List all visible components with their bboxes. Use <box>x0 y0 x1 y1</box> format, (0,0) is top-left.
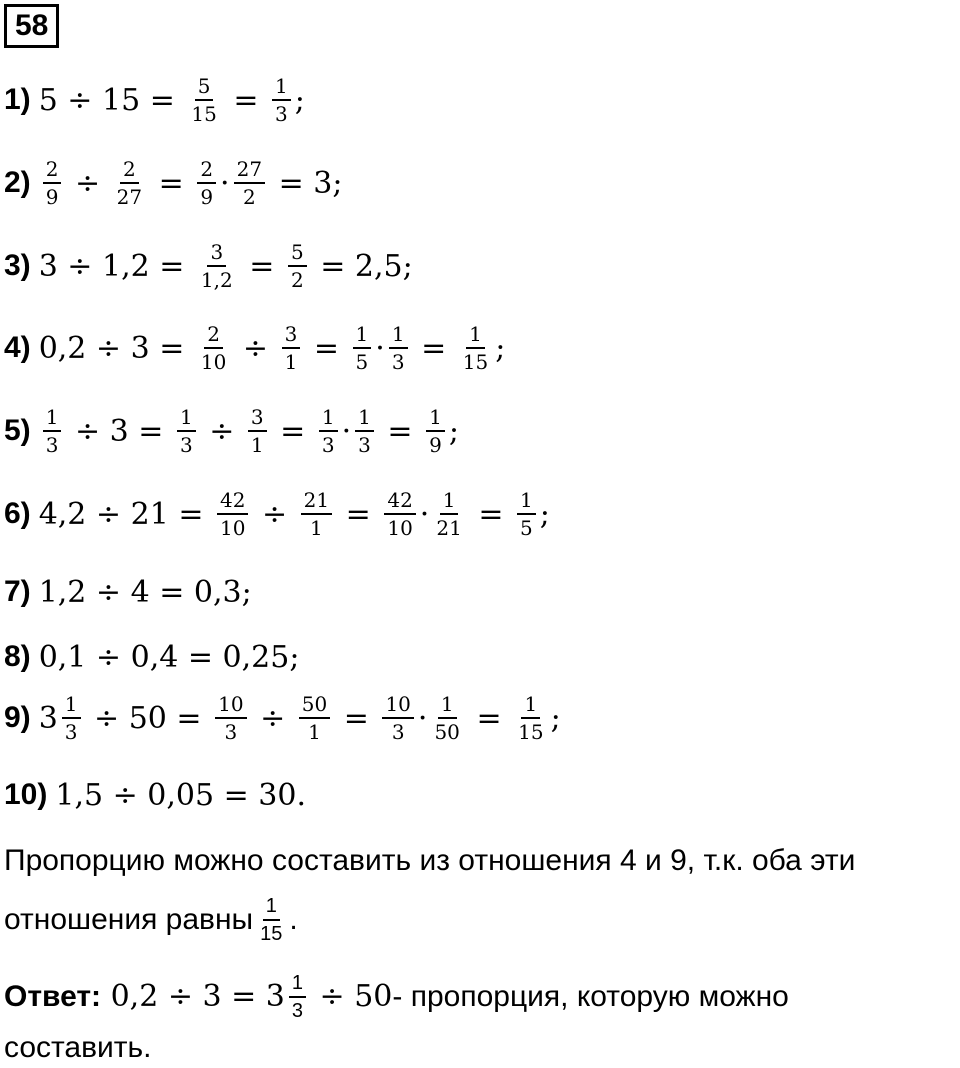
numerator: 1 <box>466 323 485 349</box>
denominator: 15 <box>191 102 217 126</box>
answer-math-end: ÷ 50 <box>310 979 393 1014</box>
math-text: = 2,5; <box>310 248 413 284</box>
numerator: 27 <box>234 158 265 184</box>
answer-fraction <box>289 972 306 1022</box>
math-text: 0,2 ÷ 3 = <box>38 330 194 366</box>
item-expression <box>39 575 252 610</box>
math-text: ÷ <box>233 330 278 366</box>
denominator: 3 <box>64 720 78 744</box>
numerator: 5 <box>288 241 307 267</box>
fraction <box>234 158 265 208</box>
denominator: 21 <box>436 516 462 540</box>
item-expression <box>39 241 413 291</box>
fraction <box>389 323 408 373</box>
math-text: 1,5 ÷ 0,05 = 30. <box>55 777 306 813</box>
fraction <box>215 693 246 743</box>
denominator: 3 <box>45 433 59 457</box>
solution-item <box>4 557 252 627</box>
denominator: 3 <box>179 433 193 457</box>
problem-number: 58 <box>4 4 59 48</box>
fraction <box>319 406 338 456</box>
fraction <box>382 693 413 743</box>
math-text: ÷ <box>199 413 244 449</box>
solution-item <box>4 231 413 301</box>
fraction <box>431 693 462 743</box>
denominator: 10 <box>387 516 413 540</box>
fraction <box>198 323 229 373</box>
denominator: 3 <box>358 433 371 457</box>
fraction <box>114 158 145 208</box>
denominator: 15 <box>518 720 544 744</box>
math-text: · <box>220 165 230 201</box>
math-text: ; <box>448 413 459 449</box>
numerator: 1 <box>521 693 540 719</box>
fraction <box>217 489 248 539</box>
denominator: 27 <box>116 185 143 209</box>
fraction <box>248 406 267 456</box>
item-label: 6) <box>4 497 31 530</box>
item-label: 3) <box>4 249 31 282</box>
numerator: 21 <box>301 489 332 515</box>
math-text: ÷ <box>252 496 297 532</box>
denominator: 1 <box>308 720 321 744</box>
fraction <box>299 693 330 743</box>
numerator: 42 <box>384 489 415 515</box>
denominator: 1,2 <box>200 268 233 292</box>
solution-item <box>4 313 505 383</box>
numerator: 2 <box>204 323 223 349</box>
denominator: 3 <box>291 1000 304 1022</box>
math-text: ÷ <box>250 700 295 736</box>
math-text: = <box>239 248 284 284</box>
item-label: 10) <box>4 778 48 811</box>
answer-math-start: 0,2 ÷ 3 = 3 <box>101 979 285 1014</box>
fraction <box>197 158 216 208</box>
denominator: 10 <box>220 516 246 540</box>
conclusion-line-2 <box>4 895 298 945</box>
math-text: ÷ 3 = <box>65 413 173 449</box>
numerator: 1 <box>289 972 306 998</box>
denominator: 15 <box>260 923 283 945</box>
denominator: 3 <box>275 102 288 126</box>
denominator: 5 <box>355 350 369 374</box>
answer-line <box>4 972 789 1022</box>
conclusion-text: отношения равны <box>4 903 254 936</box>
fraction <box>353 323 372 373</box>
math-text: · <box>419 496 430 532</box>
fraction <box>433 489 464 539</box>
answer-label: Ответ: <box>4 980 102 1013</box>
fraction <box>426 406 445 456</box>
math-text: = <box>270 413 315 449</box>
solution-item <box>4 479 550 549</box>
math-text: ÷ <box>65 165 110 201</box>
math-text: = <box>334 700 379 736</box>
solution-item <box>4 683 561 753</box>
item-label: 4) <box>4 331 31 364</box>
solution-item <box>4 760 306 830</box>
math-text: 5 ÷ 15 = <box>38 82 185 118</box>
item-expression <box>39 693 561 743</box>
item-label: 9) <box>4 701 31 734</box>
item-label: 7) <box>4 575 31 608</box>
math-text: 3 ÷ 1,2 = <box>38 248 194 284</box>
fraction <box>62 693 81 743</box>
fraction <box>43 158 62 208</box>
math-text: = <box>336 496 381 532</box>
denominator: 1 <box>284 350 298 374</box>
fraction <box>43 406 62 456</box>
item-expression <box>39 158 343 208</box>
numerator: 1 <box>426 406 445 432</box>
item-expression <box>39 323 506 373</box>
numerator: 1 <box>43 406 62 432</box>
solution-item <box>4 622 299 692</box>
fraction <box>272 75 291 125</box>
math-text: ; <box>539 496 550 532</box>
math-text: ÷ 50 = <box>84 700 212 736</box>
math-text: · <box>341 413 352 449</box>
conclusion-line-1: Пропорцию можно составить из отношения 4 и 9, т.к. оба эти <box>4 844 856 877</box>
denominator: 3 <box>224 720 238 744</box>
denominator: 50 <box>434 720 460 744</box>
fraction <box>517 489 536 539</box>
fraction <box>288 241 307 291</box>
numerator: 1 <box>440 489 459 515</box>
math-text: = <box>466 700 512 736</box>
fraction <box>177 406 196 456</box>
answer-line-2: составить. <box>4 1031 152 1064</box>
numerator: 2 <box>197 158 216 184</box>
denominator: 2 <box>290 268 304 292</box>
item-expression <box>39 406 459 456</box>
math-text: = <box>377 413 423 449</box>
numerator: 10 <box>382 693 413 719</box>
item-label: 1) <box>4 83 31 116</box>
solution-item <box>4 396 459 466</box>
conclusion-fraction <box>257 895 285 945</box>
numerator: 1 <box>62 693 81 719</box>
numerator: 1 <box>272 75 291 101</box>
denominator: 5 <box>520 516 533 540</box>
item-expression <box>39 75 305 125</box>
denominator: 10 <box>200 350 227 374</box>
numerator: 2 <box>43 158 62 184</box>
math-text: · <box>417 700 428 736</box>
math-text: = <box>468 496 514 532</box>
item-label: 2) <box>4 166 31 199</box>
math-text: = <box>149 165 194 201</box>
item-label: 5) <box>4 414 31 447</box>
denominator: 9 <box>200 185 214 209</box>
item-label: 8) <box>4 640 31 673</box>
numerator: 3 <box>207 241 226 267</box>
denominator: 3 <box>391 720 405 744</box>
solution-item <box>4 148 342 218</box>
math-text: = <box>223 82 269 118</box>
fraction <box>198 241 236 291</box>
math-text: 0,1 ÷ 0,4 = 0,25; <box>38 639 300 675</box>
denominator: 1 <box>310 516 323 540</box>
answer-text: - пропорция, которую можно <box>392 980 789 1013</box>
numerator: 50 <box>299 693 330 719</box>
denominator: 9 <box>45 185 59 209</box>
numerator: 1 <box>438 693 457 719</box>
fraction <box>282 323 301 373</box>
item-expression <box>39 489 550 539</box>
math-text: ; <box>495 330 506 366</box>
math-text: = 3; <box>269 165 343 201</box>
numerator: 10 <box>215 693 246 719</box>
math-text: 1,2 ÷ 4 = 0,3; <box>38 574 252 610</box>
math-text: ; <box>550 700 561 736</box>
solution-item <box>4 65 305 135</box>
numerator: 3 <box>248 406 267 432</box>
math-text: 4,2 ÷ 21 = <box>38 496 213 532</box>
fraction <box>384 489 415 539</box>
denominator: 2 <box>242 185 256 209</box>
fraction <box>460 323 491 373</box>
numerator: 42 <box>217 489 248 515</box>
numerator: 3 <box>282 323 301 349</box>
numerator: 1 <box>355 406 374 432</box>
numerator: 1 <box>353 323 372 349</box>
numerator: 1 <box>177 406 196 432</box>
fraction <box>301 489 332 539</box>
math-text: = <box>411 330 456 366</box>
numerator: 2 <box>120 158 139 184</box>
denominator: 1 <box>250 433 264 457</box>
numerator: 1 <box>319 406 338 432</box>
denominator: 3 <box>391 350 405 374</box>
conclusion-period: . <box>289 903 298 936</box>
numerator: 1 <box>389 323 408 349</box>
denominator: 15 <box>462 350 489 374</box>
numerator: 1 <box>263 895 280 921</box>
item-expression <box>39 640 300 675</box>
math-text: ; <box>294 82 305 118</box>
denominator: 3 <box>321 433 335 457</box>
fraction <box>188 75 219 125</box>
fraction <box>515 693 546 743</box>
math-text: · <box>375 330 385 366</box>
numerator: 5 <box>195 75 214 101</box>
math-text: = <box>304 330 349 366</box>
numerator: 1 <box>517 489 536 515</box>
math-text: 3 <box>38 700 58 736</box>
item-expression <box>55 778 306 813</box>
fraction <box>355 406 374 456</box>
denominator: 9 <box>429 433 442 457</box>
